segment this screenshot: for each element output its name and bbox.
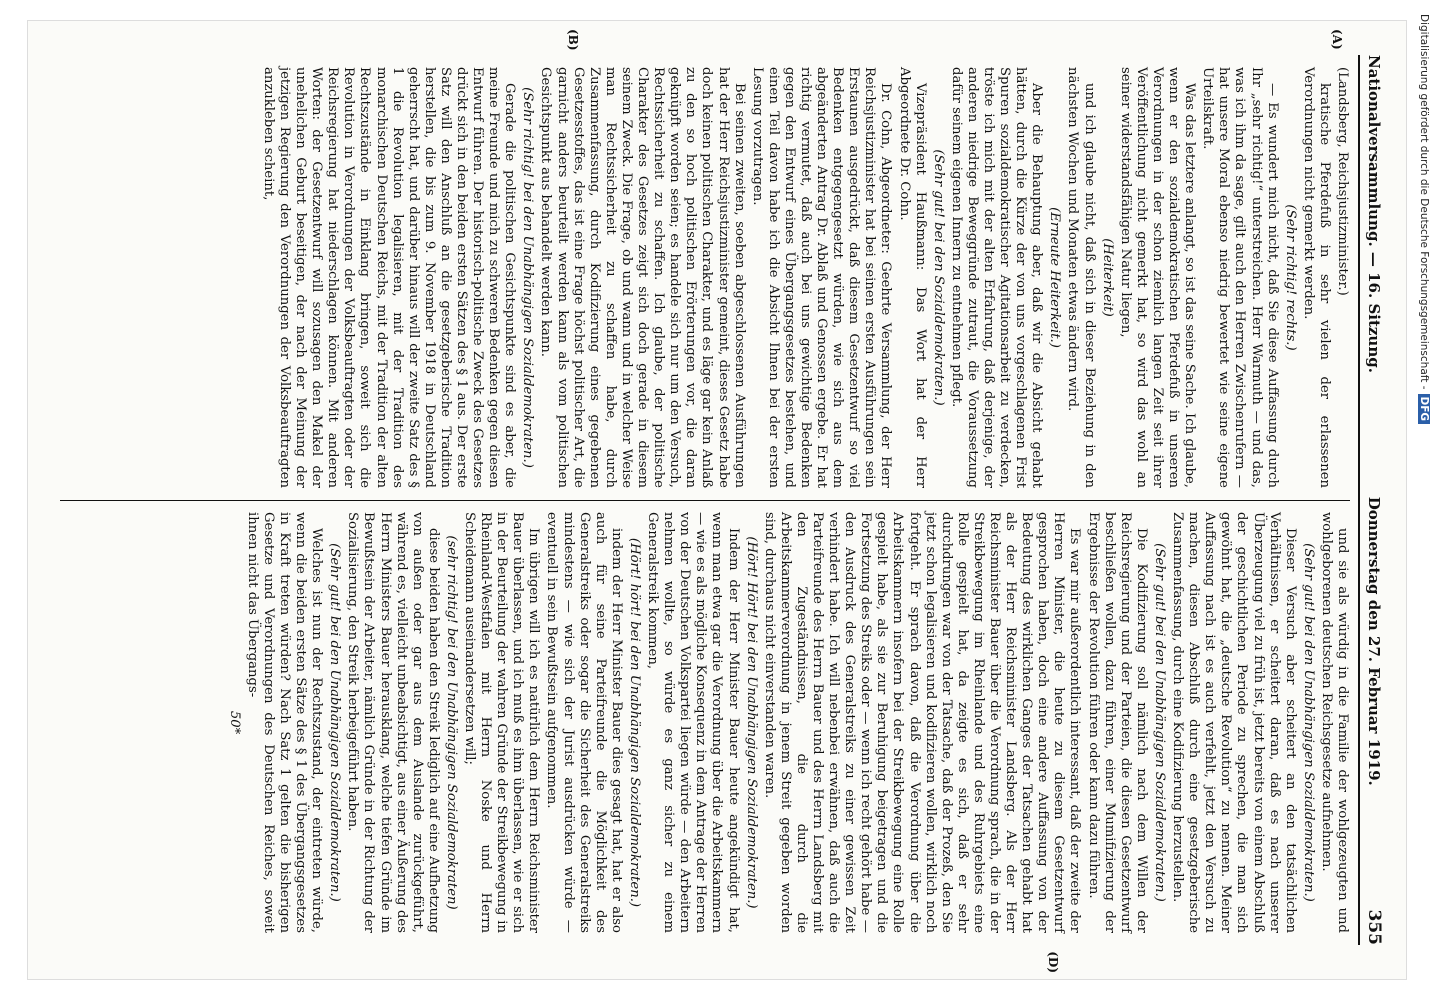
interjection: (Sehr gut! bei den Sozialdemokraten.) — [930, 149, 946, 406]
dfg-logo: DFG — [1418, 394, 1430, 425]
paragraph: Aber die Behauptung aber, daß wir die Absicht gehabt hätten, durch die Kürze der von uns vorgeschlagenen Frist Spuren sozialdemokratischer Agitationsarbeit zu verdecken, tröste ich mich mit der alten Erfahrung, daß derjenige, der anderen niedrige Beweggründe zutraut, die Voraussetzung dafür seinem eigenen Innern zu entnehmen pflegt. — [948, 67, 1045, 488]
interjection: (Sehr gut! bei den Unabhängigen Sozialdemokraten.) — [1151, 543, 1167, 902]
interjection: (Sehr gut! bei den Unabhängigen Sozialdemokraten.) — [327, 543, 343, 902]
digitization-stamp — [1416, 14, 1432, 984]
paragraph: indem der Herr Minister Bauer dies gesagt hat, hat er also auch für seine Parteifreunde die Möglichkeit des Generalstreiks oder sogar die Sicherheit des Generalstreiks mindestens — wie sich der Jurist ausdrücken würde — eventuell in sein Bewußtsein aufgenommen. — [544, 512, 624, 933]
page-number: 355 — [1364, 909, 1384, 945]
paragraph: Gerade die politischen Gesichtspunkte sind es aber, die meine Freunde und mich zu schweren Bedenken gegen diesen Entwurf führen. Der historisch-politische Zweck des Gesetzes drückt sich in den beiden ersten Sätzen des § 1 aus. Der erste Satz will den Anschluß an die gesetzgeberische Tradition herstellen, die bis zum 9. November 1918 in Deutschland geherrscht hat, und darüber hinaus will der zweite Satz des § 1 die Revolution legalisieren, mit der Tradition des monarchischen Deutschen Reichs, mit der Tradition der alten Rechtszustände in Einklang bringen, soweit sich die Revolution in Verordnungen der Volksbeauftragten oder der Reichsregierung hat niederschlagen können. Mit anderen Worten: der Gesetzentwurf will sozusagen den Makel der unehelichen Geburt beseitigen, der nach der Meinung der jetzigen Regierung den Verordnungen der Volksbeauftragten anzukleben scheint, — [260, 67, 518, 488]
interjection: (Heiterkeit) — [1099, 238, 1115, 317]
header-session-title: Nationalversammlung. — 16. Sitzung. — [1365, 55, 1383, 373]
paragraph: Was das letztere anlangt, so ist das seine Sache. Ich glaube, wenn er den sozialdemokratischen Pferdefuß in unseren Verordnungen in der schon ziemlich langen Zeit seit ihrer Veröffentlichung nicht gemerkt hat, so wird das wohl an seiner widerstandsfähigen Natur liegen, — [1117, 67, 1198, 488]
interjection: (Erneute Heiterkeit.) — [1047, 207, 1063, 348]
paragraph: diese beiden haben den Streik lediglich auf eine Aufhetzung von außen oder gar aus dem Auslande zurückgeführt, während es, vielleicht unbeabsichtigt, aus einer Äußerung des Herrn Ministers Bauer herausklang, welche tiefen Gründe im Bewußtsein der Arbeiter, nämlich Gründe in der Richtung der Sozialisierung, den Streik herbeigeführt haben. — [345, 512, 441, 933]
paragraph: Indem der Herr Minister Bauer heute angekündigt hat, wenn man etwa gar die Verordnung über die Arbeitskammern — wie es als mögliche Konsequenz in dem Antrage der Herren von der Deutschen Volkspartei liegen würde — den Arbeitern nehmen wollte, so würde es ganz sicher zu einem Generalstreik kommen, — [645, 512, 741, 933]
paragraph: Im übrigen will ich es natürlich dem Herrn Reichsminister Bauer überlassen, und ich muß es ihm überlassen, wie er sich in der Beurteilung der wahren Gründe der Streikbewegung in Rheinland-Westfalen mit Herrn Noske und Herrn Scheidemann auseinandersetzen will; — [462, 512, 542, 933]
page-header — [1358, 55, 1384, 945]
interjection: (Sehr gut! bei den Unabhängigen Sozialdemokraten.) — [1300, 543, 1316, 902]
margin-marker-d: (D) — [1046, 951, 1060, 973]
paragraph: Die Kodifizierung soll nämlich nach dem Willen der Reichsregierung und der Parteien, die diesen Gesetzentwurf beschließen wollen, dazu führen, einer Mumifizierung der Ergebnisse der Revolution führen oder kann dazu führen. — [1085, 512, 1149, 933]
interjection: 50* — [226, 710, 242, 735]
interjection: (Sehr richtig! rechts.) — [1282, 204, 1298, 351]
paragraph: — Es wundert mich nicht, daß Sie diese Auffassung durch Ihr „sehr richtig!“ unterstreichen. Herr Warmuth — und das, was ich ihm da sage, gilt auch den Herren Zwischenrufern — hat unsere Moral ebenso niedrig bewertet wie seine eigene Urteilskraft. — [1200, 67, 1280, 488]
paragraph: und ich glaube nicht, daß sich in dieser Beziehung in den nächsten Wochen und Monaten etwas ändern wird. — [1065, 67, 1097, 488]
paragraph: Dieser Versuch aber scheitert an den tatsächlichen Verhältnissen, er scheitert daran, daß es nach unserer Überzeugung viel zu früh ist, jetzt bereits von einem Abschluß der geschichtlichen Periode zu sprechen, die man sich gewöhnt hat, die „deutsche Revolution“ zu nennen. Meiner Auffassung nach ist es auch verfehlt, jetzt den Versuch zu machen, diesen Abschluß durch eine gesetzgeberische Zusammenfassung, durch eine Kodifizierung herzustellen. — [1170, 512, 1298, 933]
paragraph: Es war mir außerordentlich interessant, daß der zweite der Herren Minister, die heute zu diesem Gesetzentwurf gesprochen haben, doch eine andere Auffassung von der Bedeutung des wirklichen Ganges der Tatsachen gehabt hat als der Herr Reichsminister Landsberg. Als der Herr Reichsminister Bauer über die Verordnung sprach, die in der Streikbewegung im Rheinlande und des Ruhrgebiets eine Rolle gespielt hat, da zeigte es sich, daß er sehr durchdrungen war von der Tatsache, daß der Prozeß, den Sie jetzt schon legalisieren und kodifizieren wollen, wirklich noch fortgeht. Er sprach davon, daß die Verordnung über die Arbeitskammern insofern bei der Streikbewegung eine Rolle gespielt habe, als sie zur Beruhigung beigetragen und die Fortsetzung des Streiks oder — wenn ich recht gehört habe — den Ausdruck des Generalstreiks zu einer gewissen Zeit verhindert habe. Ich will nebenbei erwähnen, daß auch die Parteifreunde des Herrn Bauer und des Herrn Landsberg mit den Zugeständnissen, die durch die Arbeitskammerverordnung in jenem Streit gegeben worden sind, durchaus nicht einverstanden waren. — [761, 512, 1083, 933]
interjection: (Hört! Hört! bei den Unabhängigen Sozialdemokraten.) — [743, 536, 759, 909]
margin-marker-a: (A) — [1330, 29, 1344, 50]
paragraph: kratische Pferdefuß in sehr vielen der erlassenen Verordnungen nicht gemerkt werden. — [1300, 67, 1332, 488]
text-columns — [60, 29, 1350, 973]
interjection: (Sehr richtig! bei den Unabhängigen Sozialdemokraten.) — [520, 87, 536, 468]
paragraph: Bei seinen zweiten, soeben abgeschlossenen Ausführungen hat der Herr Reichsjustizminister gemeint, dieses Gesetz habe doch keinen politischen Charakter, und es läge gar kein Anlaß zu den so hoch politischen Erörterungen vor, die daran geknüpft worden seien; es handele sich nur um den Versuch, Rechtssicherheit zu schaffen. Ich glaube, der politische Charakter des Gesetzes zeigt sich doch gerade in diesem seinem Zweck. Die Frage, ob und wann und in welcher Weise man Rechtssicherheit zu schaffen habe, durch Zusammenfassung, durch Kodifizierung eines gegebenen Gesetzesstoffes, das ist eine Frage höchst politischer Art, die garnicht anders beurteilt werden kann als vom politischen Gesichtspunkt aus behandelt werden kann. — [538, 67, 747, 488]
speaker-heading: (Landsberg, Reichsjustizminister.) — [1335, 67, 1350, 296]
paragraph: Dr. Cohn, Abgeordneter: Geehrte Versammlung, der Herr Reichsjustizminister hat bei seinen ersten Ausführungen sein Erstaunen ausgedrückt, daß diesem Gesetzentwurf so viel Bedenken entgegengesetzt würden, wie sich aus dem abgeänderten Antrag Dr. Ablaß und Genossen ergebe. Er hat richtig vermutet, daß auch bei uns gewichtige Bedenken gegen den Entwurf eines Übergangsgesetzes bestehen, und einen Teil davon habe ich die Absicht Ihnen bei der ersten Lesung vorzutragen. — [749, 67, 894, 488]
paragraph: Vizepräsident Haußmann: Das Wort hat der Herr Abgeordnete Dr. Cohn. — [896, 67, 928, 488]
column-divider — [60, 500, 1350, 501]
interjection: (sehr richtig! bei den Unabhängigen Sozialdemokraten) — [443, 535, 459, 910]
right-column — [60, 500, 1350, 945]
interjection: (Hört! hört! bei den Unabhängigen Sozialdemokraten.) — [626, 537, 642, 908]
newspaper-page — [27, 20, 1407, 980]
left-column — [60, 55, 1350, 500]
stamp-text: Digitalisierung gefördert durch die Deutsche Forschungsgemeinschaft - — [1418, 14, 1430, 390]
paragraph: und sie als würdig in die Familie der wohlgezeugten und wohlgeborenen deutschen Reichsgesetze aufnehmen. — [1318, 512, 1350, 933]
margin-marker-b: (B) — [566, 29, 580, 51]
header-date: Donnerstag den 27. Februar 1919. — [1365, 496, 1383, 786]
paragraph: Welches ist nun der Rechtszustand, der eintreten würde, wenn die beiden ersten Sätze des § 1 des Übergangsgesetzes in Kraft treten würden? Nach Satz 1 gelten die bisherigen Gesetze und Verordnungen des Deutschen Reiches, soweit ihnen nicht das Übergangs- — [244, 512, 325, 933]
